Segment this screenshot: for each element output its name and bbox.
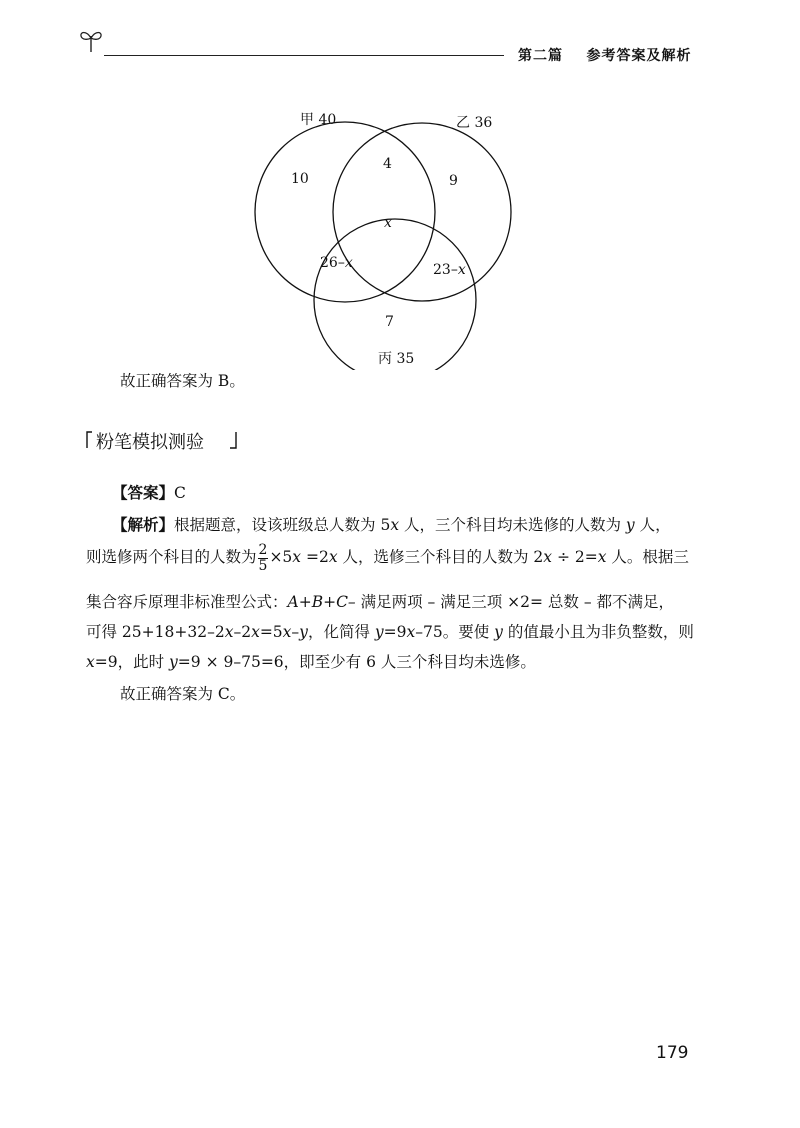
analysis-text: 人，三个科目均未选修的人数为 (399, 516, 626, 534)
analysis-text: 根据题意，设该班级总人数为 5 (174, 516, 391, 534)
fraction-denominator: 5 (258, 557, 268, 574)
venn-center: x (384, 215, 392, 231)
var-x: x (543, 548, 553, 566)
var-x: x (86, 653, 95, 671)
header-rule (104, 55, 504, 56)
venn-ac-var: x (344, 255, 353, 271)
venn-bc-num: 23– (433, 262, 458, 278)
circle-b (333, 123, 511, 301)
header-title: 参考答案及解析 (586, 48, 692, 64)
var-x: x (292, 548, 302, 566)
conclusion-1: 故正确答案为 B。 (120, 372, 245, 390)
analysis-line-5 (86, 652, 536, 672)
fraction (258, 543, 269, 574)
formula: A+B+C– (287, 593, 356, 611)
analysis-line-3 (86, 592, 674, 612)
analysis-text: =5 (259, 623, 283, 641)
page-number: 179 (656, 1043, 689, 1063)
analysis-label: 【解析】 (112, 516, 175, 534)
answer-label: 【答案】 (112, 484, 175, 502)
answer-line (112, 483, 186, 503)
venn-ac (320, 255, 353, 271)
analysis-text: 满足两项 – 满足三项 ×2= 总数 – 都不满足， (355, 593, 675, 611)
analysis-text: =2 (301, 548, 329, 566)
venn-ac-num: 26– (320, 255, 345, 271)
section-title: 粉笔模拟测验 (96, 432, 204, 453)
var-x: x (224, 623, 234, 641)
analysis-text: ÷ 2= (552, 548, 598, 566)
circle-c (314, 219, 476, 370)
analysis-line-2 (86, 542, 689, 574)
venn-only-c: 7 (385, 314, 394, 330)
venn-bc-var: x (457, 262, 466, 278)
analysis-text: =9 × 9–75=6，即至少有 6 人三个科目均未选修。 (177, 653, 536, 671)
analysis-text: 的值最小且为非负整数，则 (502, 623, 694, 641)
analysis-text: –2 (233, 623, 252, 641)
analysis-text: –75。要使 (415, 623, 495, 641)
analysis-line-4 (86, 622, 694, 642)
venn-only-b: 9 (449, 173, 458, 189)
analysis-text: =9，此时 (94, 653, 170, 671)
analysis-text: 集合容斥原理非标准型公式： (86, 593, 288, 611)
var-x: x (282, 623, 292, 641)
analysis-text: 人，选修三个科目的人数为 2 (337, 548, 544, 566)
venn-label-b: 乙 36 (456, 115, 493, 131)
analysis-text: 可得 25+18+32–2 (86, 623, 225, 641)
var-x: x (328, 548, 338, 566)
var-y: y (625, 516, 635, 534)
venn-bc (433, 262, 466, 278)
venn-diagram (240, 100, 540, 370)
sprout-icon (78, 26, 104, 58)
answer-value: C (174, 484, 186, 502)
analysis-line-1 (112, 515, 671, 535)
var-y: y (494, 623, 503, 641)
var-x: x (406, 623, 416, 641)
conclusion-2: 故正确答案为 C。 (120, 685, 246, 703)
circle-a (255, 122, 435, 302)
var-x: x (390, 516, 400, 534)
analysis-text: 则选修两个科目的人数为 (86, 548, 257, 566)
analysis-text: ，化简得 (307, 623, 375, 641)
var-y: y (374, 623, 384, 641)
analysis-text: – (291, 623, 300, 641)
var-y: y (169, 653, 178, 671)
venn-only-a: 10 (291, 171, 309, 187)
running-header (518, 45, 692, 65)
var-x: x (597, 548, 607, 566)
fraction-numerator: 2 (258, 541, 268, 558)
analysis-text: =9 (383, 623, 407, 641)
var-y: y (299, 623, 308, 641)
venn-label-a: 甲 40 (300, 112, 337, 128)
var-x: x (251, 623, 260, 641)
venn-ab-only: 4 (383, 156, 392, 172)
analysis-text: 人。根据三 (606, 548, 689, 566)
header-section: 第二篇 (518, 48, 563, 64)
venn-label-c: 丙 35 (378, 351, 415, 367)
analysis-text: ×5 (269, 548, 293, 566)
analysis-text: 人， (634, 516, 671, 534)
